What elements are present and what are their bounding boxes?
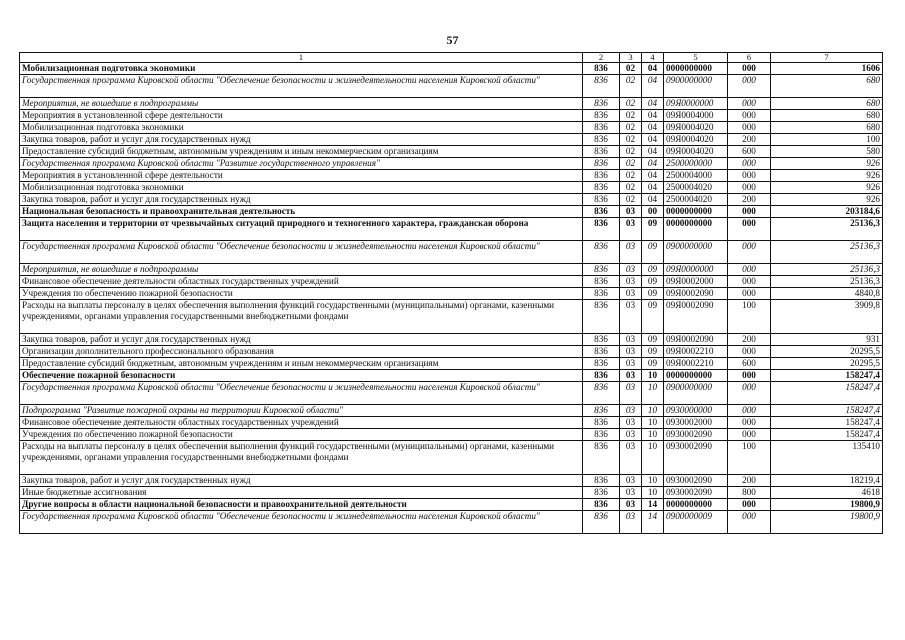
section-code-cell: 02 [620,75,642,98]
amount-cell: 19800,9 [771,511,883,534]
section-code-cell: 03 [620,370,642,382]
table-row [20,194,883,206]
ministry-code-cell: 836 [583,182,620,194]
ministry-code-cell: 836 [583,264,620,276]
section-code-cell: 03 [620,405,642,417]
expense-name-cell: Финансовое обеспечение деятельности областных государственных учреждений [20,417,583,429]
target-article-cell: 09Я0002210 [664,358,728,370]
table-row [20,158,883,170]
target-article-cell: 09Я0002090 [664,288,728,300]
ministry-code-cell: 836 [583,300,620,334]
subsection-code-cell: 09 [642,276,664,288]
ministry-code-cell: 836 [583,206,620,218]
expense-type-cell: 000 [728,429,771,441]
amount-cell: 25136,3 [771,264,883,276]
target-article-cell: 09Я0002090 [664,300,728,334]
ministry-code-cell: 836 [583,441,620,475]
section-code-cell: 03 [620,358,642,370]
subsection-code-cell: 04 [642,75,664,98]
table-row [20,370,883,382]
subsection-code-cell: 04 [642,98,664,110]
section-code-cell: 03 [620,499,642,511]
table-row [20,75,883,98]
expense-name-cell: Закупка товаров, работ и услуг для государственных нужд [20,475,583,487]
target-article-cell: 2500004020 [664,194,728,206]
subsection-code-cell: 04 [642,134,664,146]
table-row [20,429,883,441]
table-row [20,334,883,346]
amount-cell: 158247,4 [771,382,883,405]
amount-cell: 25136,3 [771,241,883,264]
table-row [20,300,883,334]
expense-type-cell: 000 [728,382,771,405]
section-code-cell: 03 [620,441,642,475]
section-code-cell: 02 [620,98,642,110]
ministry-code-cell: 836 [583,511,620,534]
ministry-code-cell: 836 [583,370,620,382]
ministry-code-cell: 836 [583,288,620,300]
section-code-cell: 02 [620,158,642,170]
target-article-cell: 0000000000 [664,499,728,511]
target-article-cell: 09Я0002210 [664,346,728,358]
expense-name-cell: Государственная программа Кировской области "Обеспечение безопасности и жизнедеятельности населения Кировской области" [20,75,583,98]
expense-name-cell: Предоставление субсидий бюджетным, автономным учреждениям и иным некоммерческим организациям [20,146,583,158]
subsection-code-cell: 09 [642,300,664,334]
table-row [20,441,883,475]
target-article-cell: 2500000000 [664,158,728,170]
expense-name-cell: Организации дополнительного профессионального образования [20,346,583,358]
expense-type-cell: 000 [728,417,771,429]
expense-name-cell: Учреждения по обеспечению пожарной безопасности [20,288,583,300]
subsection-code-cell: 10 [642,370,664,382]
amount-cell: 158247,4 [771,429,883,441]
ministry-code-cell: 836 [583,75,620,98]
expense-name-cell: Закупка товаров, работ и услуг для государственных нужд [20,194,583,206]
subsection-code-cell: 10 [642,417,664,429]
expense-name-cell: Иные бюджетные ассигнования [20,487,583,499]
table-row [20,511,883,534]
ministry-code-cell: 836 [583,110,620,122]
table-row [20,487,883,499]
expense-type-cell: 000 [728,405,771,417]
ministry-code-cell: 836 [583,194,620,206]
expense-type-cell: 800 [728,487,771,499]
expense-type-cell: 000 [728,206,771,218]
expense-name-cell: Другие вопросы в области национальной безопасности и правоохранительной деятельности [20,499,583,511]
ministry-code-cell: 836 [583,499,620,511]
amount-cell: 4618 [771,487,883,499]
target-article-cell: 0930002090 [664,475,728,487]
table-row [20,110,883,122]
section-code-cell: 03 [620,346,642,358]
page-number: 57 [446,33,459,47]
ministry-code-cell: 836 [583,98,620,110]
amount-cell: 931 [771,334,883,346]
amount-cell: 18219,4 [771,475,883,487]
expense-name-cell: Мероприятия в установленной сфере деятельности [20,170,583,182]
ministry-code-cell: 836 [583,134,620,146]
amount-cell: 926 [771,194,883,206]
budget-table [19,52,883,534]
expense-name-cell: Учреждения по обеспечению пожарной безопасности [20,429,583,441]
expense-type-cell: 200 [728,475,771,487]
subsection-code-cell: 04 [642,122,664,134]
amount-cell: 4840,8 [771,288,883,300]
ministry-code-cell: 836 [583,346,620,358]
target-article-cell: 0000000000 [664,370,728,382]
expense-type-cell: 000 [728,218,771,241]
target-article-cell: 09Я0002000 [664,276,728,288]
subsection-code-cell: 04 [642,63,664,75]
expense-name-cell: Предоставление субсидий бюджетным, автономным учреждениям и иным некоммерческим организациям [20,358,583,370]
subsection-code-cell: 10 [642,429,664,441]
ministry-code-cell: 836 [583,146,620,158]
target-article-cell: 0000000000 [664,218,728,241]
expense-name-cell: Национальная безопасность и правоохранительная деятельность [20,206,583,218]
column-header: 4 [642,53,664,63]
expense-type-cell: 000 [728,110,771,122]
subsection-code-cell: 14 [642,499,664,511]
table-row [20,264,883,276]
subsection-code-cell: 09 [642,241,664,264]
amount-cell: 158247,4 [771,370,883,382]
table-body [20,63,883,534]
section-code-cell: 03 [620,300,642,334]
expense-type-cell: 600 [728,358,771,370]
section-code-cell: 03 [620,218,642,241]
expense-type-cell: 000 [728,122,771,134]
section-code-cell: 02 [620,134,642,146]
amount-cell: 680 [771,98,883,110]
amount-cell: 100 [771,134,883,146]
column-header: 3 [620,53,642,63]
table-row [20,146,883,158]
section-code-cell: 02 [620,122,642,134]
amount-cell: 158247,4 [771,417,883,429]
subsection-code-cell: 04 [642,182,664,194]
section-code-cell: 02 [620,170,642,182]
expense-name-cell: Мобилизационная подготовка экономики [20,63,583,75]
section-code-cell: 03 [620,206,642,218]
target-article-cell: 0900000000 [664,75,728,98]
section-code-cell: 03 [620,264,642,276]
section-code-cell: 03 [620,382,642,405]
amount-cell: 25136,3 [771,218,883,241]
subsection-code-cell: 10 [642,441,664,475]
target-article-cell: 0900000009 [664,511,728,534]
expense-name-cell: Расходы на выплаты персоналу в целях обеспечения выполнения функций государственными (муниципальными) органами, казенными учреждениями, органами управления государственными внебюджетными фондами [20,300,583,334]
subsection-code-cell: 09 [642,218,664,241]
table-row [20,288,883,300]
expense-name-cell: Подпрограмма "Развитие пожарной охраны на территории Кировской области" [20,405,583,417]
section-code-cell: 03 [620,288,642,300]
target-article-cell: 09Я0004020 [664,122,728,134]
target-article-cell: 0900000000 [664,241,728,264]
section-code-cell: 02 [620,63,642,75]
section-code-cell: 03 [620,487,642,499]
subsection-code-cell: 14 [642,511,664,534]
amount-cell: 135410 [771,441,883,475]
target-article-cell: 0000000000 [664,63,728,75]
expense-name-cell: Закупка товаров, работ и услуг для государственных нужд [20,334,583,346]
target-article-cell: 0930002090 [664,487,728,499]
subsection-code-cell: 00 [642,206,664,218]
table-row [20,417,883,429]
table-row [20,63,883,75]
table-row [20,382,883,405]
target-article-cell: 0930002000 [664,417,728,429]
amount-cell: 926 [771,170,883,182]
ministry-code-cell: 836 [583,63,620,75]
expense-type-cell: 000 [728,170,771,182]
subsection-code-cell: 04 [642,158,664,170]
subsection-code-cell: 09 [642,346,664,358]
subsection-code-cell: 10 [642,475,664,487]
ministry-code-cell: 836 [583,429,620,441]
table-row [20,182,883,194]
expense-name-cell: Государственная программа Кировской области "Обеспечение безопасности и жизнедеятельности населения Кировской области" [20,511,583,534]
amount-cell: 926 [771,158,883,170]
subsection-code-cell: 09 [642,288,664,300]
target-article-cell: 0930002090 [664,441,728,475]
section-code-cell: 02 [620,110,642,122]
amount-cell: 580 [771,146,883,158]
ministry-code-cell: 836 [583,334,620,346]
section-code-cell: 02 [620,194,642,206]
ministry-code-cell: 836 [583,218,620,241]
table-row [20,346,883,358]
amount-cell: 25136,3 [771,276,883,288]
table-row [20,170,883,182]
table-row [20,206,883,218]
amount-cell: 680 [771,75,883,98]
ministry-code-cell: 836 [583,122,620,134]
target-article-cell: 09Я0000000 [664,264,728,276]
expense-type-cell: 100 [728,300,771,334]
expense-name-cell: Мероприятия в установленной сфере деятельности [20,110,583,122]
expense-name-cell: Финансовое обеспечение деятельности областных государственных учреждений [20,276,583,288]
amount-cell: 20295,5 [771,358,883,370]
target-article-cell: 0930000000 [664,405,728,417]
expense-type-cell: 600 [728,146,771,158]
expense-type-cell: 000 [728,241,771,264]
section-code-cell: 03 [620,417,642,429]
header-row [20,53,883,63]
subsection-code-cell: 04 [642,110,664,122]
table-row [20,499,883,511]
expense-type-cell: 000 [728,63,771,75]
expense-name-cell: Мобилизационная подготовка экономики [20,122,583,134]
amount-cell: 20295,5 [771,346,883,358]
expense-name-cell: Обеспечение пожарной безопасности [20,370,583,382]
amount-cell: 3909,8 [771,300,883,334]
column-header: 7 [771,53,883,63]
ministry-code-cell: 836 [583,417,620,429]
amount-cell: 19800,9 [771,499,883,511]
ministry-code-cell: 836 [583,276,620,288]
expense-type-cell: 000 [728,75,771,98]
ministry-code-cell: 836 [583,487,620,499]
column-header: 2 [583,53,620,63]
target-article-cell: 09Я0000000 [664,98,728,110]
column-header: 6 [728,53,771,63]
section-code-cell: 02 [620,182,642,194]
table-row [20,405,883,417]
section-code-cell: 03 [620,241,642,264]
target-article-cell: 09Я0004020 [664,146,728,158]
target-article-cell: 0000000000 [664,206,728,218]
expense-name-cell: Мобилизационная подготовка экономики [20,182,583,194]
expense-name-cell: Расходы на выплаты персоналу в целях обеспечения выполнения функций государственными (муниципальными) органами, казенными учреждениями, органами управления государственными внебюджетными фондами [20,441,583,475]
target-article-cell: 2500004020 [664,182,728,194]
amount-cell: 680 [771,110,883,122]
expense-type-cell: 200 [728,134,771,146]
subsection-code-cell: 10 [642,405,664,417]
expense-type-cell: 000 [728,346,771,358]
expense-name-cell: Государственная программа Кировской области "Обеспечение безопасности и жизнедеятельности населения Кировской области" [20,241,583,264]
expense-type-cell: 100 [728,441,771,475]
ministry-code-cell: 836 [583,475,620,487]
table-row [20,218,883,241]
expense-type-cell: 000 [728,276,771,288]
subsection-code-cell: 09 [642,334,664,346]
expense-type-cell: 000 [728,511,771,534]
expense-type-cell: 000 [728,499,771,511]
section-code-cell: 03 [620,276,642,288]
expense-name-cell: Государственная программа Кировской области "Обеспечение безопасности и жизнедеятельности населения Кировской области" [20,382,583,405]
section-code-cell: 03 [620,429,642,441]
expense-type-cell: 000 [728,98,771,110]
subsection-code-cell: 09 [642,358,664,370]
table-row [20,276,883,288]
section-code-cell: 02 [620,146,642,158]
amount-cell: 680 [771,122,883,134]
subsection-code-cell: 10 [642,382,664,405]
target-article-cell: 0900000000 [664,382,728,405]
expense-type-cell: 000 [728,158,771,170]
target-article-cell: 09Я0004000 [664,110,728,122]
subsection-code-cell: 10 [642,487,664,499]
subsection-code-cell: 04 [642,170,664,182]
table-row [20,122,883,134]
column-header: 1 [20,53,583,63]
target-article-cell: 09Я0002090 [664,334,728,346]
table-row [20,98,883,110]
section-code-cell: 03 [620,511,642,534]
expense-type-cell: 200 [728,334,771,346]
ministry-code-cell: 836 [583,405,620,417]
target-article-cell: 2500004000 [664,170,728,182]
target-article-cell: 09Я0004020 [664,134,728,146]
ministry-code-cell: 836 [583,158,620,170]
expense-name-cell: Мероприятия, не вошедшие в подпрограммы [20,98,583,110]
ministry-code-cell: 836 [583,382,620,405]
expense-type-cell: 000 [728,182,771,194]
expense-type-cell: 000 [728,288,771,300]
ministry-code-cell: 836 [583,241,620,264]
table-row [20,358,883,370]
expense-type-cell: 000 [728,370,771,382]
section-code-cell: 03 [620,475,642,487]
column-header: 5 [664,53,728,63]
expense-type-cell: 200 [728,194,771,206]
subsection-code-cell: 09 [642,264,664,276]
amount-cell: 203184,6 [771,206,883,218]
expense-name-cell: Закупка товаров, работ и услуг для государственных нужд [20,134,583,146]
amount-cell: 1606 [771,63,883,75]
ministry-code-cell: 836 [583,170,620,182]
expense-name-cell: Защита населения и территории от чрезвычайных ситуаций природного и техногенного характера, гражданская оборона [20,218,583,241]
table-row [20,475,883,487]
table-row [20,134,883,146]
section-code-cell: 03 [620,334,642,346]
expense-name-cell: Мероприятия, не вошедшие в подпрограммы [20,264,583,276]
table-row [20,241,883,264]
amount-cell: 158247,4 [771,405,883,417]
subsection-code-cell: 04 [642,146,664,158]
ministry-code-cell: 836 [583,358,620,370]
amount-cell: 926 [771,182,883,194]
expense-name-cell: Государственная программа Кировской области "Развитие государственного управления" [20,158,583,170]
expense-type-cell: 000 [728,264,771,276]
target-article-cell: 0930002090 [664,429,728,441]
subsection-code-cell: 04 [642,194,664,206]
